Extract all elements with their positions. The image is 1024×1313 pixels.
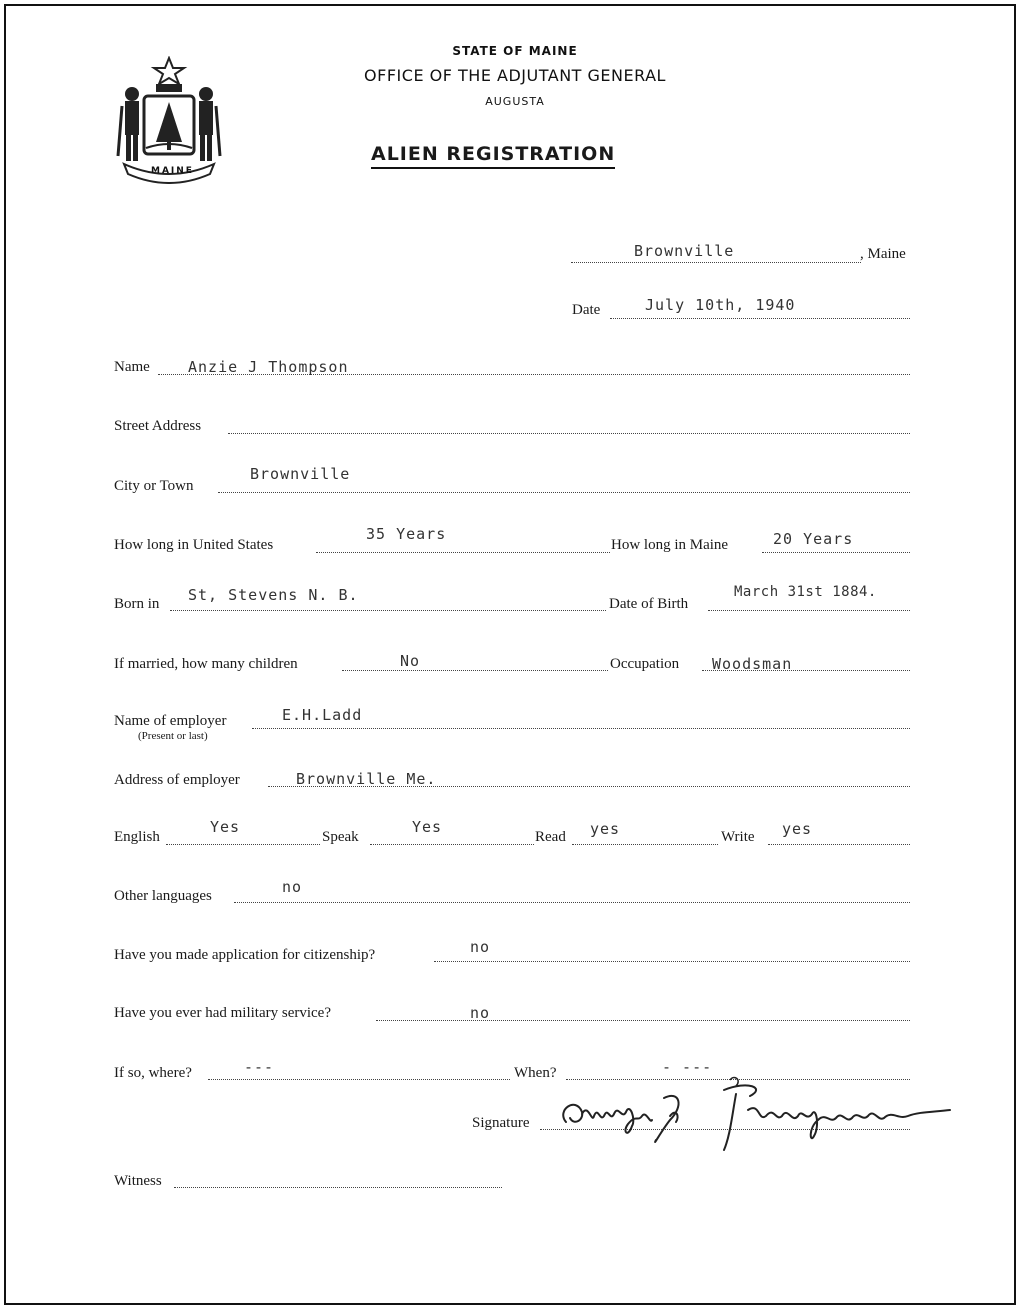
children-value: No [400, 652, 421, 670]
street-label: Street Address [114, 418, 202, 434]
city-value: Brownville [250, 465, 351, 483]
read-line [572, 844, 718, 845]
citizenship-line [434, 961, 910, 962]
military-label: Have you ever had military service? [114, 1005, 331, 1021]
name-value: Anzie J Thompson [188, 358, 349, 376]
born-line [170, 610, 606, 611]
handwritten-signature [552, 1076, 962, 1166]
born-label: Born in [114, 596, 160, 612]
city-line [218, 492, 910, 493]
city-heading: AUGUSTA [485, 95, 545, 108]
us-time-line [316, 552, 610, 553]
other-languages-value: no [282, 878, 303, 896]
other-languages-label: Other languages [114, 888, 212, 904]
english-line [166, 844, 320, 845]
place-value: Brownville [634, 242, 735, 260]
write-label: Write [721, 829, 755, 845]
speak-label: Speak [322, 829, 359, 845]
speak-value: Yes [412, 818, 443, 836]
when-value: - --- [662, 1058, 713, 1076]
other-languages-line [234, 902, 910, 903]
employer-address-value: Brownville Me. [296, 770, 437, 788]
witness-line [174, 1187, 502, 1188]
us-time-label: How long in United States [114, 537, 274, 553]
occupation-label: Occupation [610, 656, 680, 672]
dob-label: Date of Birth [609, 596, 689, 612]
employer-value: E.H.Ladd [282, 706, 363, 724]
born-value: St, Stevens N. B. [188, 586, 359, 604]
maine-time-label: How long in Maine [611, 537, 729, 553]
read-label: Read [535, 829, 566, 845]
children-line [342, 670, 608, 671]
write-value: yes [782, 820, 813, 838]
employer-note: (Present or last) [138, 730, 208, 742]
dob-line [708, 610, 910, 611]
military-line [376, 1020, 910, 1021]
citizenship-label: Have you made application for citizenship? [114, 947, 376, 963]
place-line [571, 262, 861, 263]
where-value: --- [244, 1058, 275, 1076]
children-label: If married, how many children [114, 656, 298, 672]
military-value: no [470, 1004, 491, 1022]
speak-line [370, 844, 534, 845]
office-heading: OFFICE OF THE ADJUTANT GENERAL [364, 66, 666, 85]
when-label: When? [514, 1065, 557, 1081]
seal-banner-text: MAINE [151, 166, 194, 176]
read-value: yes [590, 820, 621, 838]
name-label: Name [114, 359, 150, 375]
english-label: English [114, 829, 160, 845]
date-value: July 10th, 1940 [645, 296, 796, 314]
employer-label: Name of employer [114, 713, 227, 729]
dob-value: March 31st 1884. [734, 584, 877, 600]
maine-time-value: 20 Years [773, 530, 854, 548]
city-label: City or Town [114, 478, 194, 494]
where-label: If so, where? [114, 1065, 192, 1081]
place-suffix: , Maine [860, 246, 906, 262]
write-line [768, 844, 910, 845]
employer-line [252, 728, 910, 729]
maine-time-line [762, 552, 910, 553]
form-title: ALIEN REGISTRATION [371, 143, 615, 169]
state-heading: STATE OF MAINE [452, 44, 578, 58]
where-line [208, 1079, 510, 1080]
citizenship-value: no [470, 938, 491, 956]
date-line [610, 318, 910, 319]
street-line [228, 433, 910, 434]
english-value: Yes [210, 818, 241, 836]
occupation-value: Woodsman [712, 655, 793, 673]
employer-address-label: Address of employer [114, 772, 240, 788]
date-label: Date [572, 302, 601, 318]
signature-label: Signature [472, 1115, 530, 1131]
witness-label: Witness [114, 1173, 162, 1189]
us-time-value: 35 Years [366, 525, 447, 543]
